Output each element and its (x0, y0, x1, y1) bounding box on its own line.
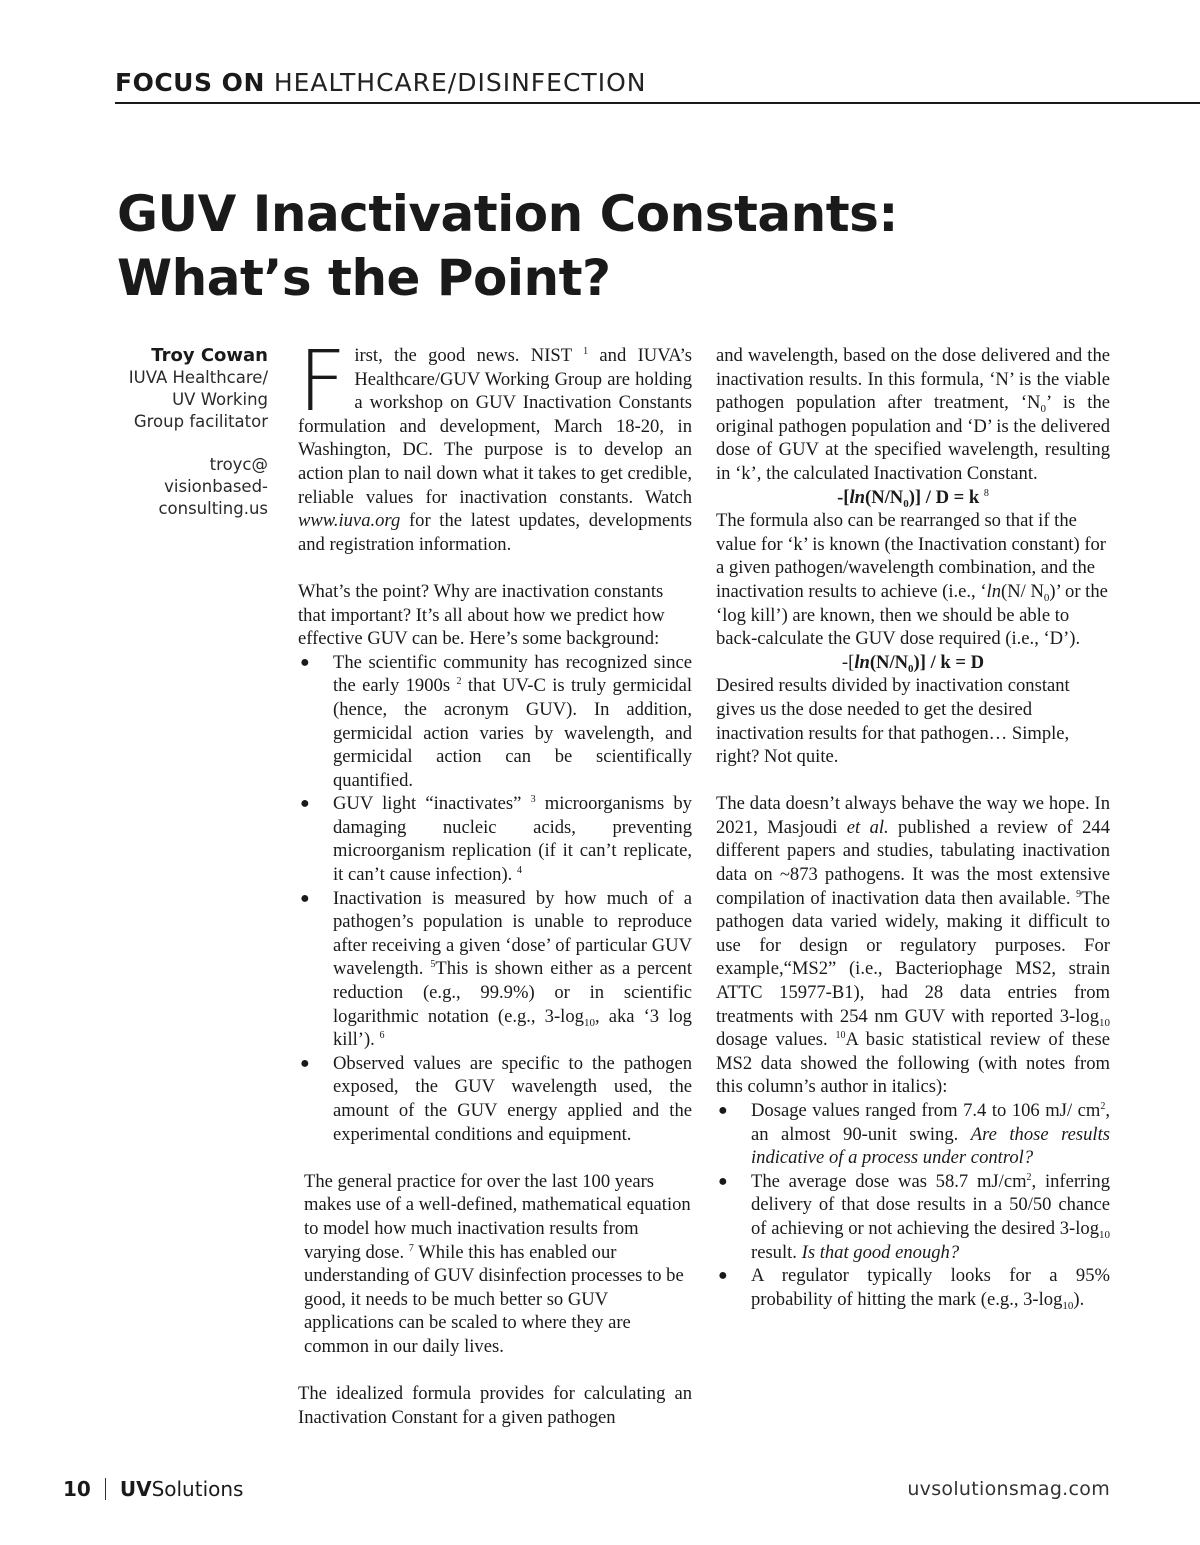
article-headline (117, 182, 1017, 310)
body-paragraph: and wavelength, based on the dose delivered and the inactivation results. In this formula, ‘N’ is the viable pathogen population after treatment, ‘$N_0$’ is the original pathogen population and ‘D’ is the delivered dose of GUV at the specified wavelength, resulting in ‘k’, the calculated Inactivation Constant. (716, 345, 1110, 484)
list-item: ● A regulator typically looks for a 95% probability of hitting the mark (e.g., $3-\log_{10}$). (718, 1265, 1110, 1312)
footnote-ref: 4 (516, 865, 522, 877)
formula-dose: $-[\ln(N/N_0)] / k = D$ (841, 651, 985, 675)
intro-paragraph: First, the good news. NIST $^1$ and IUVA’s Healthcare/GUV Working Group are holding a workshop on GUV Inactivation Constants formulation and development, March 18-20, in Washington, DC. The purpose is to develop an action plan to nail down what it takes to get credible, reliable values for inactivation constants. Watch www.iuva.org for the latest updates, developments and registration information. (298, 332, 693, 555)
footer-folio (63, 1476, 243, 1502)
bullet-icon: ● (300, 1054, 310, 1072)
ms2-findings-list (716, 1099, 1110, 1311)
section-topic: HEALTHCARE/DISINFECTION (273, 68, 647, 97)
footnote-ref: 9 (1076, 888, 1082, 900)
iuva-link[interactable]: www.iuva.org (298, 510, 401, 532)
bullet-icon: ● (718, 1102, 728, 1119)
list-item: ● Inactivation is measured by how much of a pathogen’s population is unable to reproduce after receiving a given ‘dose’ of particular GUV wavelength. $^5$This is shown either as a percent reduction (e.g., 99.9%) or in scientific logarithmic notation (e.g., $3-\log_{10}$, aka ‘3 log kill’). $^6$ (300, 887, 692, 1051)
footnote-ref: 1 (583, 346, 589, 357)
footnote-ref: 2 (456, 676, 462, 688)
author-email-line[interactable]: visionbased- (164, 477, 268, 496)
list-item: ● Observed values are specific to the pathogen exposed, the GUV wavelength used, the amount of the GUV energy applied and the experimental conditions and equipment. (300, 1052, 692, 1145)
drop-cap: F (298, 332, 347, 430)
article-column-2 (716, 344, 1110, 1311)
bullet-icon: ● (718, 1172, 728, 1190)
footnote-ref: 8 (983, 487, 989, 499)
footnote-ref: 6 (379, 1030, 385, 1042)
body-paragraph: The formula also can be rearranged so that if the value for ‘k’ is known (the Inactivation constant) for a given pathogen/wavelength combination, and the inactivation results to achieve (i.e., ‘ln(N/ $N_0$)’ or the ‘log kill’) are known, then we should be able to back-calculate the GUV dose required (i.e., ‘D’). (716, 510, 1108, 650)
page-number: 10 (63, 1477, 91, 1501)
section-label: FOCUS ON (115, 68, 265, 97)
list-item: ● GUV light “inactivates” $^3$ microorganisms by damaging nucleic acids, preventing microorganism replication (if it can’t replicate, it can’t cause infection). $^4$ (300, 793, 692, 886)
author-role-line: UV Working (172, 390, 268, 409)
bullet-icon: ● (718, 1267, 728, 1285)
author-role-line: IUVA Healthcare/ (128, 368, 268, 387)
author-role-line: Group facilitator (133, 412, 268, 431)
footer-site-url[interactable]: uvsolutionsmag.com (907, 1478, 1110, 1500)
author-email-line[interactable]: troyc@ (209, 455, 268, 474)
bullet-icon: ● (300, 653, 310, 671)
headline-line-1: GUV Inactivation Constants: (117, 185, 898, 243)
body-paragraph: The idealized formula provides for calculating an Inactivation Constant for a given pathogen (298, 1383, 692, 1428)
author-email-line[interactable]: consulting.us (158, 499, 268, 518)
body-paragraph: The general practice for over the last 100 years makes use of a well-defined, mathematical equation to model how much inactivation results from varying dose. $^7$ While this has enabled our understanding of GUV disinfection processes to be good, it needs to be much better so GUV applications can be scaled to where they are common in our daily lives. (304, 1170, 691, 1357)
list-item: ● The scientific community has recognized since the early 1900s $^2$ that UV-C is truly germicidal (hence, the acronym GUV). In addition, germicidal action varies by wavelength, and germicidal action can be scientifically quantified. (300, 651, 692, 791)
background-list (298, 651, 692, 1146)
list-item: ● The average dose was 58.7 $mJ/cm^2$, inferring delivery of that dose results in a 50/50 chance of achieving or not achieving the desired $3-\log_{10}$ result. Is that good enough? (718, 1170, 1110, 1263)
body-paragraph: The data doesn’t always behave the way we hope. In 2021, Masjoudi et al. published a review of 244 different papers and studies, tabulating inactivation data on ~873 pathogens. It was the most extensive compilation of inactivation data then available. $^9$The pathogen data varied widely, making it difficult to use for design or regulatory purposes. For example,“MS2” (i.e., Bacteriophage MS2, strain ATTC 15977-B1), had 28 data entries from treatments with 254 nm GUV with reported $3-\log_{10}$ dosage values. $^{10}$A basic statistical review of these MS2 data showed the following (with notes from this column’s author in italics): (716, 793, 1110, 1098)
magazine-brand-light: Solutions (151, 1477, 244, 1501)
article-column-1 (298, 332, 693, 1429)
footnote-ref: 5 (430, 959, 436, 971)
body-paragraph: Desired results divided by inactivation constant gives us the dose needed to get the desired inactivation results for that pathogen… Simple, right? Not quite. (716, 675, 1070, 768)
footer-divider (105, 1478, 106, 1500)
author-byline (60, 345, 268, 520)
footnote-ref: 3 (530, 794, 536, 806)
bullet-icon: ● (300, 889, 310, 907)
footnote-ref: 10 (835, 1030, 846, 1042)
section-header (115, 68, 1200, 104)
bullet-icon: ● (300, 795, 310, 813)
author-name: Troy Cowan (151, 345, 268, 366)
list-item: ● Dosage values ranged from 7.4 to 106 mJ/ $cm^2$, an almost 90-unit swing. Are those results indicative of a process under control? (718, 1100, 1110, 1169)
headline-line-2: What’s the Point? (117, 249, 611, 307)
body-paragraph: What’s the point? Why are inactivation constants that important? It’s all about how we predict how effective GUV can be. Here’s some background: (298, 580, 665, 650)
formula-inactivation-constant: $-[\ln(N/N_0)] / D = k$ $^8$ (837, 486, 989, 510)
footnote-ref: 7 (408, 1242, 414, 1254)
magazine-brand-bold: UV (119, 1477, 152, 1501)
